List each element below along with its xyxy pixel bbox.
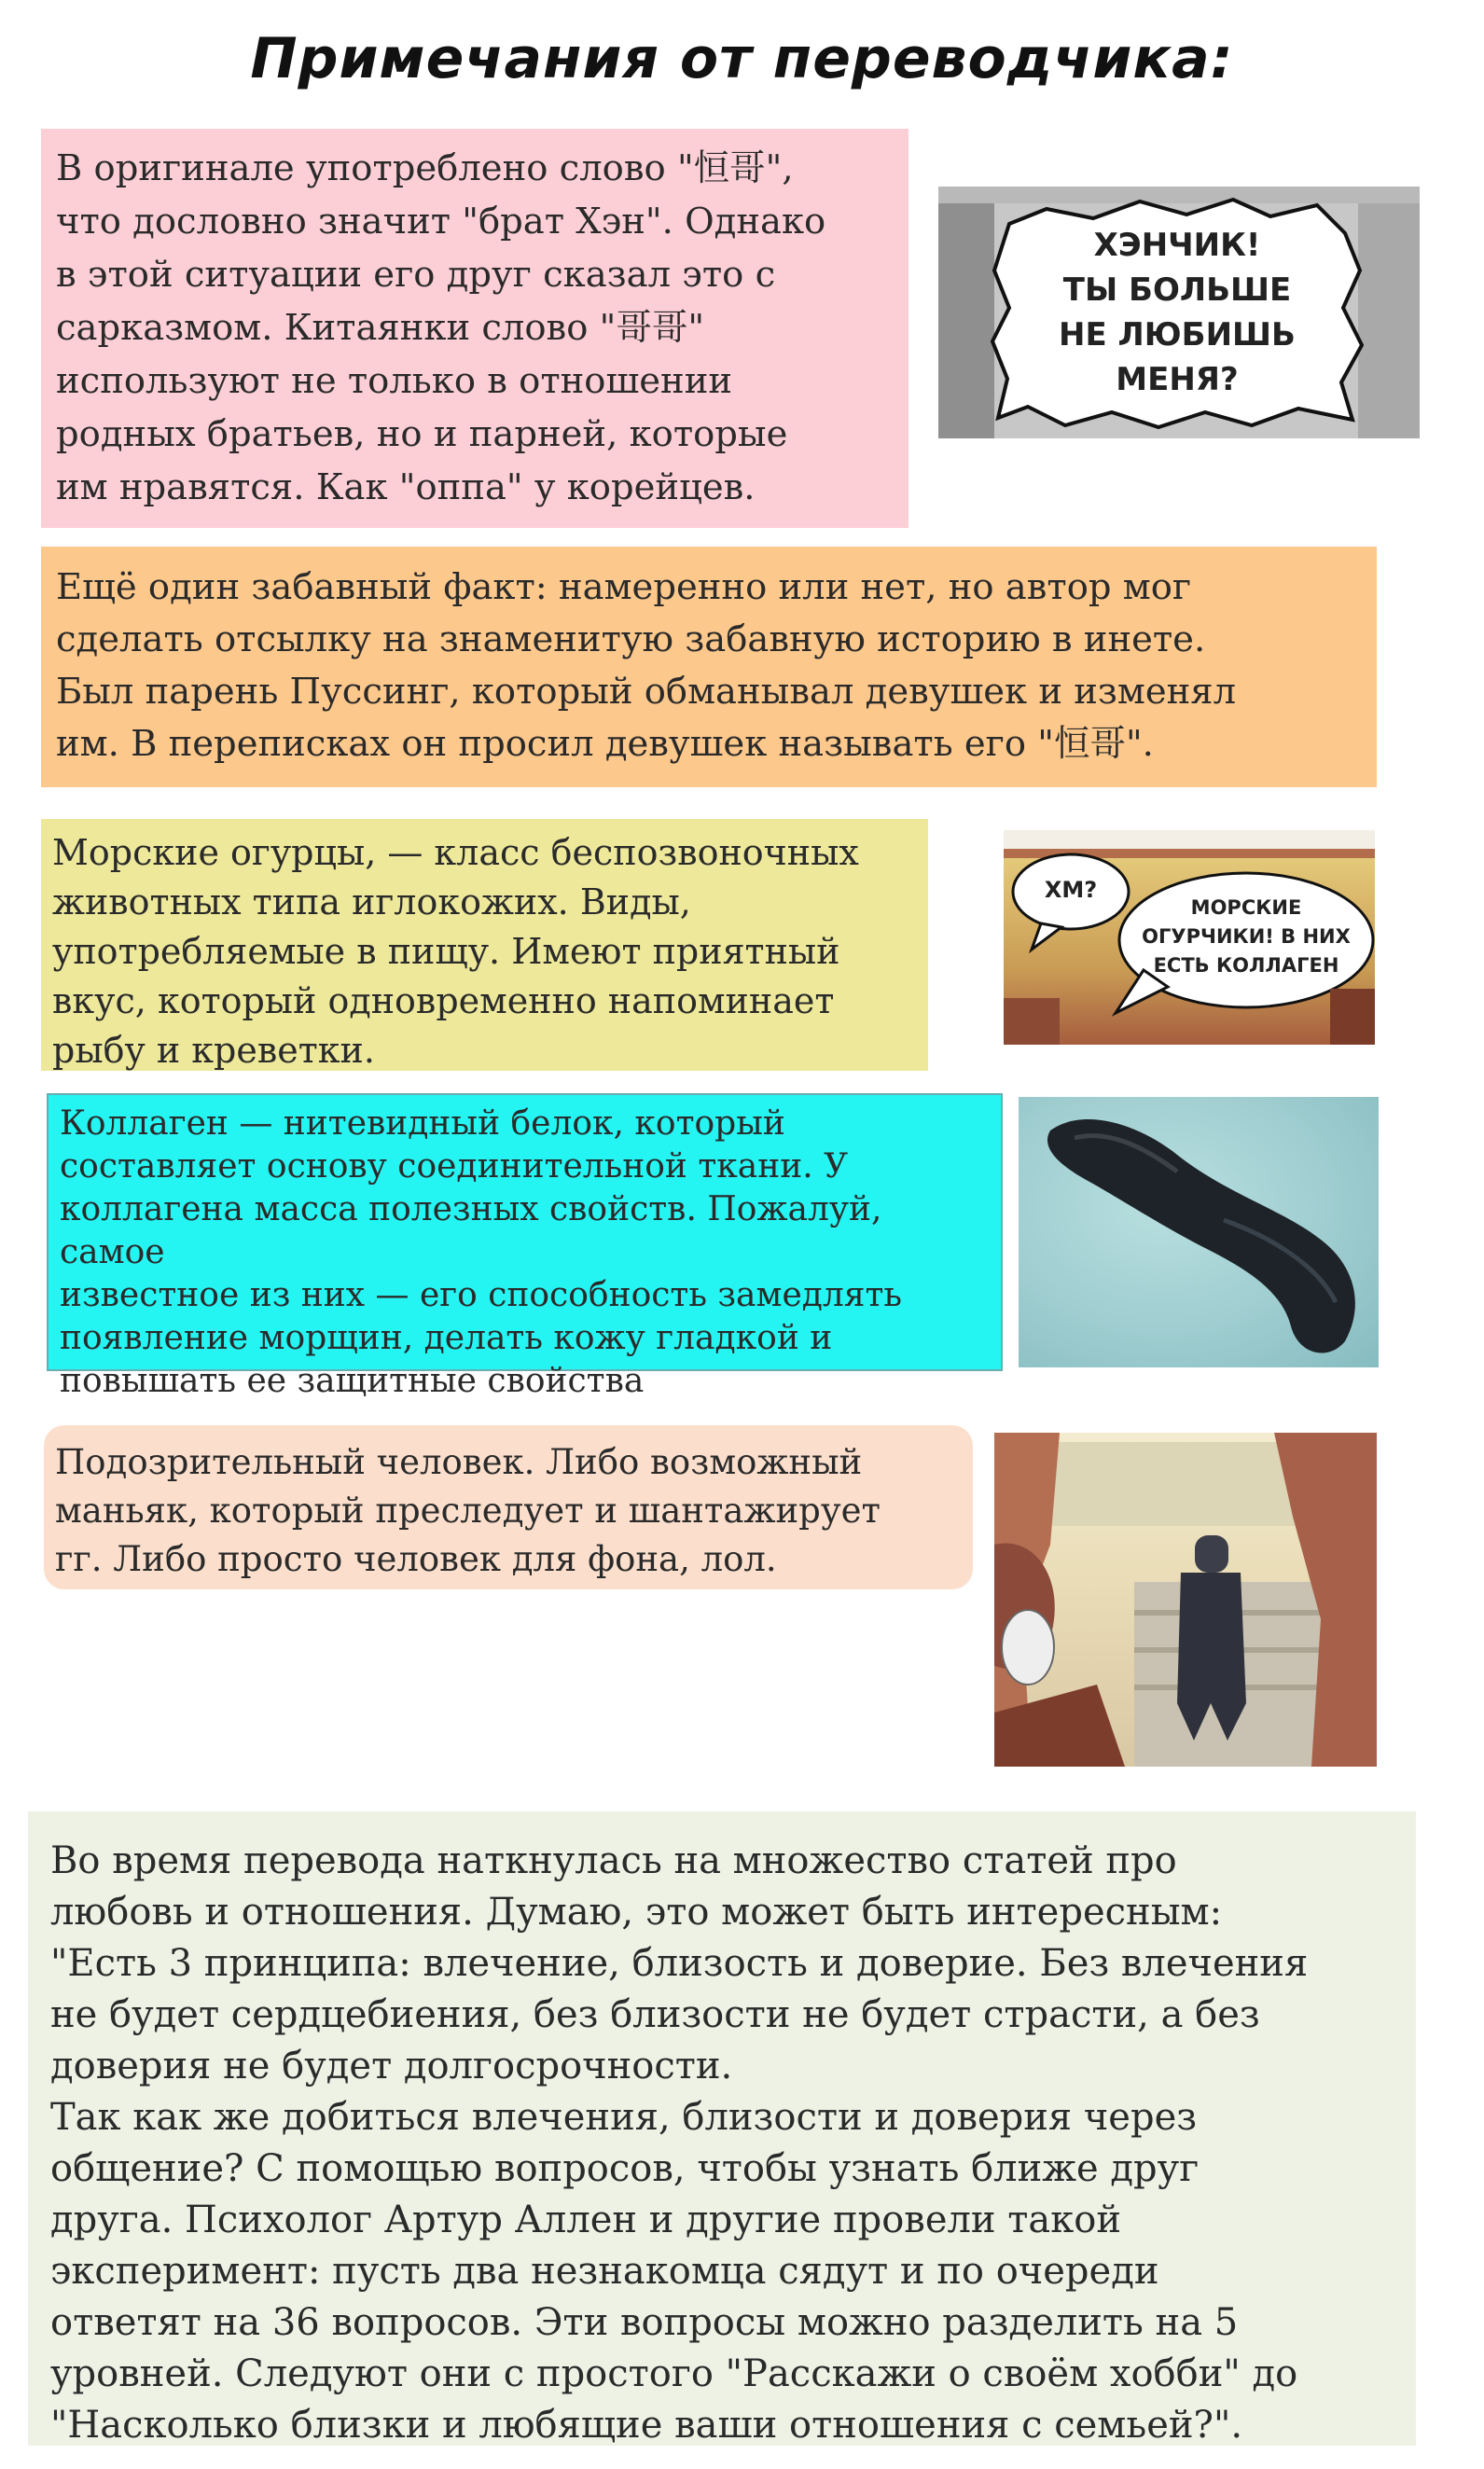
- translator-note-chinese-word: В оригинале употреблено слово "恒哥", что дословно значит "брат Хэн". Однако в этой ситуации его друг сказал это с сарказмом. Китаянки слово "哥哥" используют не только в отношении родных братьев, но и парней, которые им нравятся. Как "оппа" у корейцев.: [41, 129, 908, 528]
- comic-panel-speech-bubble: [938, 187, 1420, 438]
- page-title: Примечания от переводчика:: [250, 26, 1234, 91]
- sea-cucumber-photo: [1019, 1097, 1379, 1367]
- translator-note-fun-fact: Ещё один забавный факт: намеренно или нет, но автор мог сделать отсылку на знаменитую забавную историю в инете. Был парень Пуссинг, который обманывал девушек и изменял им. В переписках он просил девушек называть его "恒哥".: [41, 547, 1377, 787]
- scene-shape: [994, 1433, 1377, 1767]
- speech-bubble-hm-text: ХМ?: [1044, 877, 1098, 903]
- comic-panel-suspicious-person: [994, 1433, 1377, 1767]
- translator-note-relationships: Во время перевода наткнулась на множество статей про любовь и отношения. Думаю, это может быть интересным: "Есть 3 принципа: влечение, близость и доверие. Без влечения не будет сердцебиения, без близости не будет страсти, а без доверия не будет долгосрочности. Так как же добиться влечения, близости и доверия через общение? С помощью вопросов, чтобы узнать ближе друг друга. Психолог Артур Аллен и другие провели такой эксперимент: пусть два незнакомца сядут и по очереди ответят на 36 вопросов. Эти вопросы можно разделить на 5 уровней. Следуют они с простого "Расскажи о своём хобби" до "Насколько близки и любящие ваши отношения с семьей?".: [28, 1811, 1416, 2446]
- speech-bubble-collagen-text: МОРСКИЕ ОГУРЧИКИ! В НИХ ЕСТЬ КОЛЛАГЕН: [1142, 896, 1351, 977]
- comic-panel-sea-cucumbers: [1004, 830, 1375, 1045]
- speech-bubble-text: ХЭНЧИК! ТЫ БОЛЬШЕ НЕ ЛЮБИШЬ МЕНЯ?: [1059, 227, 1296, 398]
- translator-note-sea-cucumbers: Морские огурцы, — класс беспозвоночных животных типа иглокожих. Виды, употребляемые в пищу. Имеют приятный вкус, который одновременно напоминает рыбу и креветки.: [41, 819, 928, 1071]
- translator-note-suspicious-person: Подозрительный человек. Либо возможный маньяк, который преследует и шантажирует гг. Либо просто человек для фона, лол.: [44, 1425, 973, 1589]
- translator-note-collagen: Коллаген — нитевидный белок, который составляет основу соединительной ткани. У коллагена масса полезных свойств. Пожалуй, самое известное из них — его способность замедлять появление морщин, делать кожу гладкой и повышать ее защитные свойства: [47, 1093, 1003, 1371]
- sea-cucumber-shape: [1019, 1097, 1379, 1367]
